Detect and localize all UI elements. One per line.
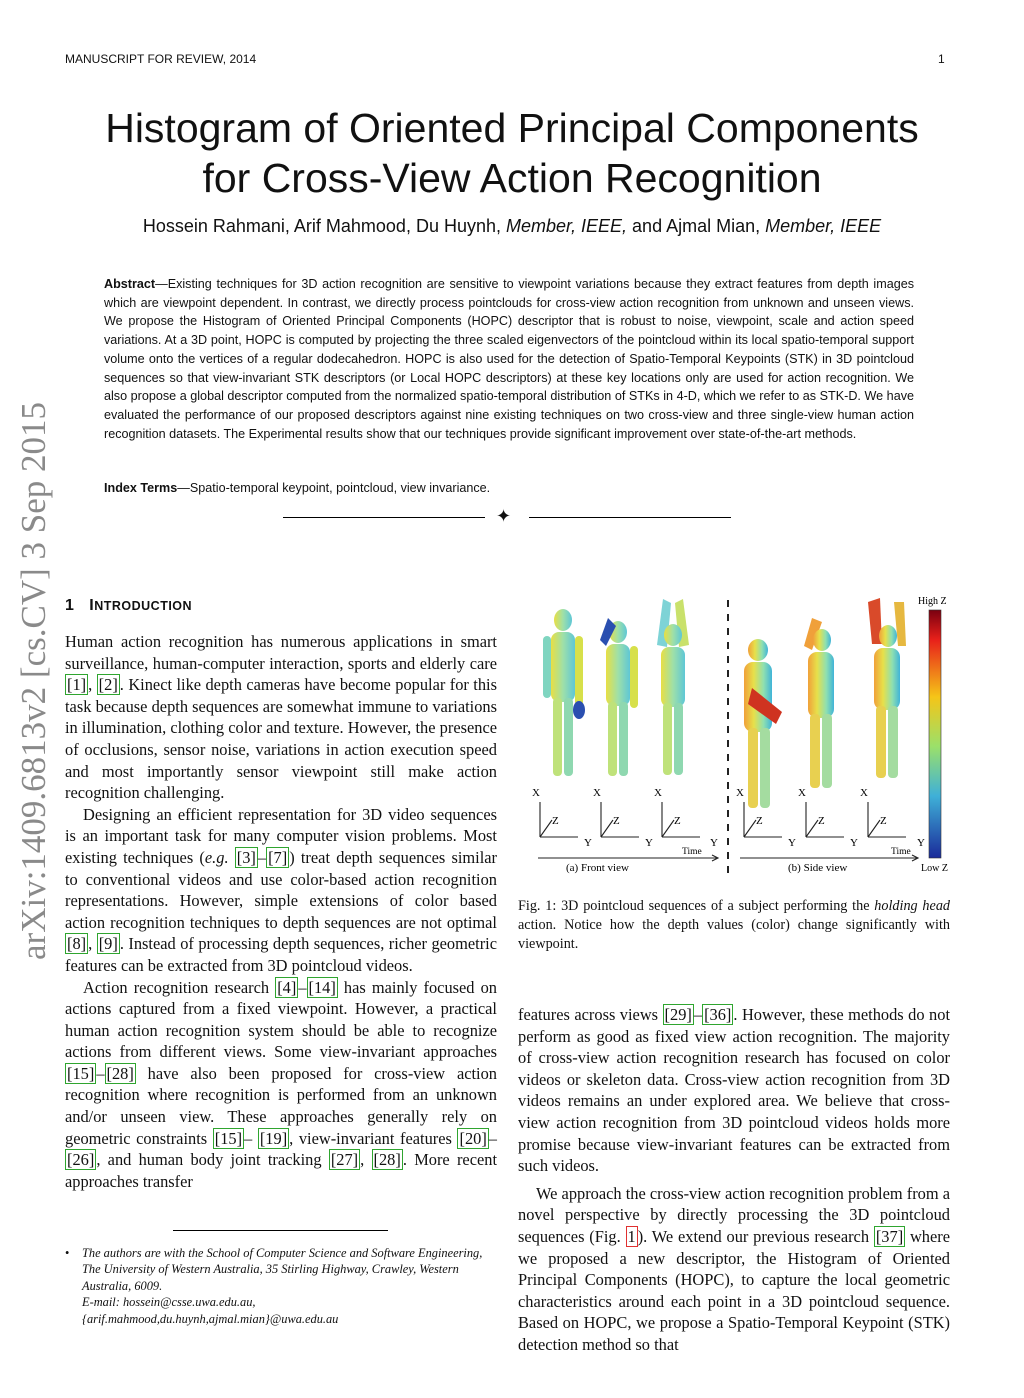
- citation-link[interactable]: [36]: [704, 1005, 732, 1024]
- section-heading: [65, 597, 192, 615]
- caption-action-name: holding head: [874, 898, 951, 914]
- svg-text:X: X: [736, 787, 744, 799]
- footnote-email-2: {arif.mahmood,du.huynh,ajmal.mian}@uwa.edu.au: [82, 1311, 339, 1326]
- citation-link[interactable]: [15]: [67, 1063, 95, 1083]
- person-pointcloud: [543, 609, 585, 776]
- side-view-label: (b) Side view: [788, 862, 848, 874]
- footnote-rule: [173, 1230, 388, 1231]
- svg-text:Z: Z: [818, 815, 825, 827]
- person-pointcloud: [657, 599, 689, 775]
- citation-link[interactable]: [28]: [373, 1150, 401, 1170]
- svg-text:Y: Y: [584, 837, 592, 849]
- footnote-affiliation: The authors are with the School of Computer Science and Software Engineering, The University of Western Australia, 35 Stirling Highway, Crawley, Western Australia, 6009.: [82, 1246, 483, 1293]
- citation-link[interactable]: [27]: [330, 1150, 359, 1170]
- footnote-bullet: •: [65, 1246, 70, 1260]
- svg-text:X: X: [654, 787, 662, 799]
- separator-rule-left: [283, 517, 485, 518]
- right-paragraph-1: features across views [29] – [36] . However, these methods do not perform as good as fixed view action recognition. The majority of cross-view action recognition research has focused on color videos or skeleton data. Cross-view action recognition from 3D videos remains an under explored area. We believe that cross-view action recognition from 3D pointcloud videos holds more promise because view-invariant features can be extracted from such videos.: [518, 1005, 950, 1176]
- separator-rule-right: [529, 517, 731, 518]
- svg-text:Y: Y: [710, 837, 718, 849]
- svg-text:Z: Z: [756, 815, 763, 827]
- svg-text:X: X: [593, 787, 601, 799]
- svg-text:X: X: [798, 787, 806, 799]
- abstract: [104, 275, 914, 443]
- figure-caption: Fig. 1: 3D pointcloud sequences of a subject performing the holding head action. Notice how the depth values (color) change significantly with viewpoint.: [518, 898, 951, 952]
- front-view-figures: [543, 599, 689, 776]
- citation-link[interactable]: [9]: [98, 934, 118, 954]
- index-terms-label: Index Terms: [104, 481, 178, 495]
- page-number: 1: [938, 52, 945, 66]
- citation-link[interactable]: [20]: [459, 1128, 487, 1148]
- abstract-text: —Existing techniques for 3D action recognition are sensitive to viewpoint variations because they extract features from depth images which are viewpoint dependent. In contrast, we directly process pointclouds for cross-view action recognition from unknown and unseen views. We propose the Histogram of Oriented Principal Components (HOPC) descriptor that is robust to noise, viewpoint, scale and action speed variations. At a 3D point, HOPC is computed by projecting the three scaled eigenvectors of the pointcloud within its local spatio-temporal support volume onto the vertices of a regular dodecahedron. HOPC is also used for the detection of Spatio-Temporal Keypoints (STK) in 3D pointcloud sequences so that view-invariant STK descriptors (or Local HOPC descriptors) at these key locations only are used for action recognition. We also propose a global descriptor computed from the normalized spatio-temporal distribution of STKs in 4-D, which we refer to as STK-D. We have evaluated the performance of our proposed descriptors against nine existing techniques on two cross-view and three single-view human action recognition datasets. The Experimental results show that our techniques provide significant improvement over state-of-the-art methods.: [104, 277, 914, 441]
- affiliation-footnote: [65, 1245, 497, 1327]
- person-pointcloud: [600, 618, 638, 776]
- svg-text:Y: Y: [645, 837, 653, 849]
- colorbar-low-label: Low Z: [921, 863, 948, 874]
- svg-text:Z: Z: [552, 815, 559, 827]
- right-column: [518, 1004, 950, 1356]
- citation-link[interactable]: [1]: [67, 675, 87, 695]
- index-terms-text: —Spatio-temporal keypoint, pointcloud, view invariance.: [177, 481, 491, 495]
- citation-link[interactable]: [4]: [277, 977, 297, 997]
- figure-link[interactable]: 1: [627, 1226, 636, 1246]
- author-role-a: Member, IEEE,: [506, 216, 628, 236]
- citation-link[interactable]: [15]: [214, 1128, 243, 1148]
- citation-link[interactable]: [26]: [67, 1150, 95, 1170]
- svg-text:Y: Y: [917, 837, 925, 849]
- svg-text:Z: Z: [674, 815, 681, 827]
- author-list: [0, 216, 1024, 237]
- colorbar: [918, 596, 948, 874]
- intro-paragraph-1: Human action recognition has numerous applications in smart surveillance, human-computer interaction, sports and elderly care [1] , [2] . Kinect like depth cameras have become popular for this task because depth sequences are somewhat immune to variations in illumination, clothing color and texture. However, the presence of occlusions, sensor noise, variations in action execution speed and most importantly sensor viewpoint still make action recognition challenging.: [65, 632, 497, 803]
- index-terms: [104, 481, 490, 495]
- citation-link[interactable]: [3]: [236, 847, 256, 867]
- colorbar-high-label: High Z: [918, 596, 947, 607]
- footnote-email-1: E-mail: hossein@csse.uwa.edu.au,: [82, 1295, 256, 1310]
- paper-title: [0, 103, 1024, 203]
- person-pointcloud: [744, 639, 782, 808]
- running-head: MANUSCRIPT FOR REVIEW, 2014: [65, 52, 257, 66]
- arxiv-identifier: arXiv:1409.6813v2 [cs.CV] 3 Sep 2015: [14, 401, 53, 960]
- author-names-a: Hossein Rahmani, Arif Mahmood, Du Huynh,: [142, 216, 506, 236]
- intro-paragraph-2: Designing an efficient representation for 3D video sequences is an important task for many computer vision problems. Most existing techniques (e.g. [3] – [7] ) treat depth sequences similar to conventional videos and use color-based action recognition representations. However, simple extensions of color based action recognition techniques to depth sequences are not optimal [8] , [9] . Instead of processing depth sequences, richer geometric features can be extracted from 3D pointcloud videos.: [65, 804, 497, 975]
- front-view-label: (a) Front view: [566, 862, 629, 874]
- author-names-b: and Ajmal Mian,: [627, 216, 766, 236]
- separator-star-icon: ✦: [496, 506, 512, 526]
- svg-text:X: X: [860, 787, 868, 799]
- svg-text:Y: Y: [788, 837, 796, 849]
- title-line-2: for Cross-View Action Recognition: [202, 155, 822, 201]
- title-line-1: Histogram of Oriented Principal Components: [105, 105, 919, 151]
- abstract-label: Abstract: [104, 277, 156, 291]
- left-column: [65, 631, 497, 1192]
- svg-text:Time: Time: [682, 847, 702, 857]
- author-role-b: Member, IEEE: [765, 216, 882, 236]
- citation-link[interactable]: [2]: [98, 675, 118, 695]
- side-view-figures: [744, 598, 906, 808]
- section-title-rest: NTRODUCTION: [94, 599, 193, 613]
- svg-text:Z: Z: [613, 815, 620, 827]
- citation-link[interactable]: [8]: [67, 934, 87, 954]
- svg-text:Y: Y: [850, 837, 858, 849]
- right-paragraph-2: We approach the cross-view action recognition problem from a novel perspective by directly processing the 3D pointcloud sequences (Fig. 1 ). We extend our previous research [37] where we proposed a new descriptor, the Histogram of Oriented Principal Components (HOPC), to capture the local geometric characteristics around each point in a 3D pointcloud sequence. Based on HOPC, we propose a Spatio-Temporal Keypoint (STK) detection method so that: [518, 1183, 951, 1354]
- svg-text:Time: Time: [891, 847, 911, 857]
- svg-text:Z: Z: [880, 815, 887, 827]
- intro-paragraph-3: Action recognition research [4] – [14] has mainly focused on actions captured from a fixed viewpoint. However, a practical human action recognition system should be able to recognize actions from different views. Some view-invariant approaches [15] – [28] have also been proposed for cross-view action recognition where recognition is performed from an unknown and/or unseen view. These approaches generally rely on geometric constraints [15] – [19] , view-invariant features [20] –[26] , and human body joint tracking [27] , [28] . More recent approaches transfer: [65, 977, 497, 1191]
- person-pointcloud: [868, 598, 906, 778]
- citation-link[interactable]: [7]: [268, 847, 288, 867]
- citation-link[interactable]: [19]: [259, 1128, 288, 1148]
- figure-1-pointclouds: [518, 592, 953, 877]
- svg-text:X: X: [532, 787, 540, 799]
- citation-link[interactable]: [28]: [106, 1063, 134, 1083]
- citation-link[interactable]: [37]: [875, 1226, 904, 1246]
- section-cap: I: [89, 597, 95, 614]
- section-number: 1: [65, 597, 75, 614]
- citation-link[interactable]: [14]: [308, 977, 336, 997]
- person-pointcloud: [804, 618, 834, 788]
- citation-link[interactable]: [29]: [664, 1005, 692, 1024]
- caption-label: Fig. 1:: [518, 898, 557, 914]
